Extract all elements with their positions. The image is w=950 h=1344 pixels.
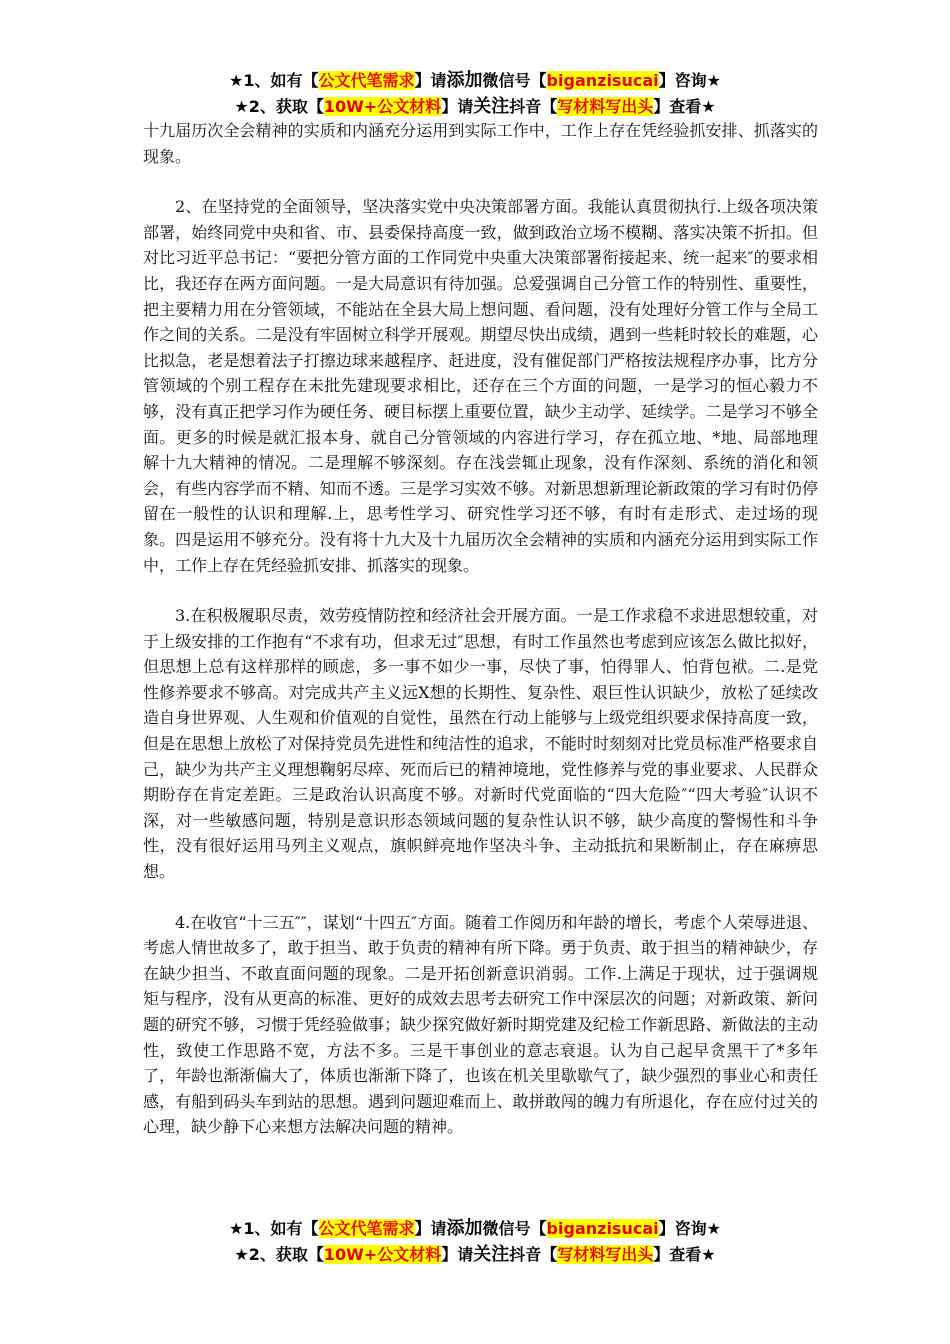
banner-line-1 (0, 68, 950, 94)
paragraph-continuation: 十九届历次全会精神的实质和内涵充分运用到实际工作中，工作上存在凭经验抓安排、抓落实的现象。 (143, 121, 818, 166)
highlight-douyin-id: 写材料写出头 (557, 97, 654, 116)
banner-text: ★1、如有【 (229, 1219, 319, 1238)
paragraph-section-3: 3.在积极履职尽责，效劳疫情防控和经济社会开展方面。一是工作求稳不求进思想较重，对于上级安排的工作抱有“不求有功，但求无过″思想，有时工作虽然也考虑到应该怎么做比拟好，但思想上总有这样那样的顾虑，多一事不如少一事，尽快了事，怕得罪人、怕背包袱。二.是党性修养要求不够高。对完成共产主义远X想的长期性、复杂性、艰巨性认识缺少，放松了延续改造自身世界观、人生观和价值观的自觉性，虽然在行动上能够与上级党组织要求保持高度一致，但是在思想上放松了对保持党员先进性和纯洁性的追求，不能时时刻刻对比党员标准严格要求自己，缺少为共产主义理想鞠躬尽瘁、死而后已的精神境地，党性修养与党的事业要求、人民群众期盼存在肯定差距。三是政治认识高度不够。对新时代党面临的“四大危险″“四大考验″认识不深，对一些敏感问题，特别是意识形态领域问题的复杂性认识不够，缺少高度的警惕性和斗争性，没有很好运用马列主义观点，旗帜鲜亮地作坚决斗争、主动抵抗和果断制止，存在麻痹思想。 (143, 606, 818, 882)
highlight-service: 公文代笔需求 (318, 71, 415, 90)
banner-text: 抖音【 (509, 97, 558, 116)
banner-text: ★1、如有【 (229, 71, 319, 90)
header-banner (0, 68, 950, 120)
highlight-wechat-id: biganzisucai (546, 71, 659, 90)
highlight-materials: 10W+公文材料 (323, 1245, 442, 1264)
banner-line-1 (0, 1216, 950, 1242)
paragraph-section-4: 4.在收官“十三五″″，谋划“十四五″方面。随着工作阅历和年龄的增长，考虑个人荣辱进退、考虑人情世故多了，敢于担当、敢于负责的精神有所下降。勇于负责、敢于担当的精神缺少，存在缺少担当、不敢直面问题的现象。二是开拓创新意识消弱。工作.上满足于现状，过于强调规矩与程序，没有从更高的标准、更好的成效去思考去研究工作中深层次的问题；对新政策、新问题的研究不够，习惯于凭经验做事；缺少探究做好新时期党建及纪检工作新思路、新做法的主动性，致使工作思路不宽，方法不多。三是干事创业的意志衰退。认为自己起早贪黑干了*多年了，年龄也渐渐偏大了，体质也渐渐下降了，也该在机关里歇歇气了，缺少强烈的事业心和责任感，有船到码头车到站的思想。遇到问题迎难而上、敢拼敢闯的魄力有所退化，存在应付过关的心理，缺少静下心来想方法解决问题的精神。 (143, 912, 818, 1137)
document-body (143, 118, 818, 1165)
highlight-service: 公文代笔需求 (318, 1219, 415, 1238)
banner-emphasis: 关注 (473, 96, 510, 117)
banner-text: 微信号【 (482, 71, 547, 90)
banner-text: 抖音【 (509, 1245, 558, 1264)
banner-line-2 (0, 1242, 950, 1268)
banner-text: 】请 (414, 71, 447, 90)
banner-emphasis: 关注 (473, 1244, 510, 1265)
paragraph-section-2: 2、在坚持党的全面领导，坚决落实党中央决策部署方面。我能认真贯彻执行.上级各项决策部署，始终同党中央和省、市、县委保持高度一致，做到政治立场不模糊、落实决策不折扣。但对比习近平总书记：“要把分管方面的工作同党中央重大决策部署衔接起来、统一起来″的要求相比，我还存在两方面问题。一是大局意识有待加强。总爱强调自己分管工作的特别性、重要性，把主要精力用在分管领域，不能站在全县大局上想问题、看问题，没有处理好分管工作与全局工作之间的关系。二是没有牢固树立科学开展观。期望尽快出成绩，遇到一些耗时较长的难题，心比拟急，老是想着法子打擦边球来越程序、赶进度，没有催促部门严格按法规程序办事，比方分管领域的个别工程存在未批先建现要求相比，还存在三个方面的问题，一是学习的恒心毅力不够，没有真正把学习作为硬任务、硬目标摆上重要位置，缺少主动学、延续学。二是学习不够全面。更多的时候是就汇报本身、就自己分管领域的内容进行学习，存在孤立地、*地、局部地理解十九大精神的情况。二是理解不够深刻。存在浅尝辄止现象，没有作深刻、系统的消化和领会，有些内容学而不精、知而不透。三是学习实效不够。对新思想新理论新政策的学习有时仍停留在一般性的认识和理解.上，思考性学习、研究性学习还不够，有时有走形式、走过场的现象。四是运用不够充分。没有将十九大及十九届历次全会精神的实质和内涵充分运用到实际工作中，工作上存在凭经验抓安排、抓落实的现象。 (143, 197, 818, 575)
banner-text: 微信号【 (482, 1219, 547, 1238)
banner-text: 】查看★ (653, 1245, 716, 1264)
banner-text: ★2、获取【 (234, 97, 324, 116)
footer-banner (0, 1216, 950, 1268)
banner-line-2 (0, 94, 950, 120)
banner-text: 】请 (414, 1219, 447, 1238)
banner-text: 】请 (441, 97, 474, 116)
banner-text: 】咨询★ (658, 1219, 721, 1238)
banner-emphasis: 添加 (446, 1218, 483, 1239)
banner-text: 】咨询★ (658, 71, 721, 90)
highlight-materials: 10W+公文材料 (323, 97, 442, 116)
highlight-wechat-id: biganzisucai (546, 1219, 659, 1238)
banner-emphasis: 添加 (446, 70, 483, 91)
highlight-douyin-id: 写材料写出头 (557, 1245, 654, 1264)
banner-text: 】请 (441, 1245, 474, 1264)
banner-text: 】查看★ (653, 97, 716, 116)
banner-text: ★2、获取【 (234, 1245, 324, 1264)
